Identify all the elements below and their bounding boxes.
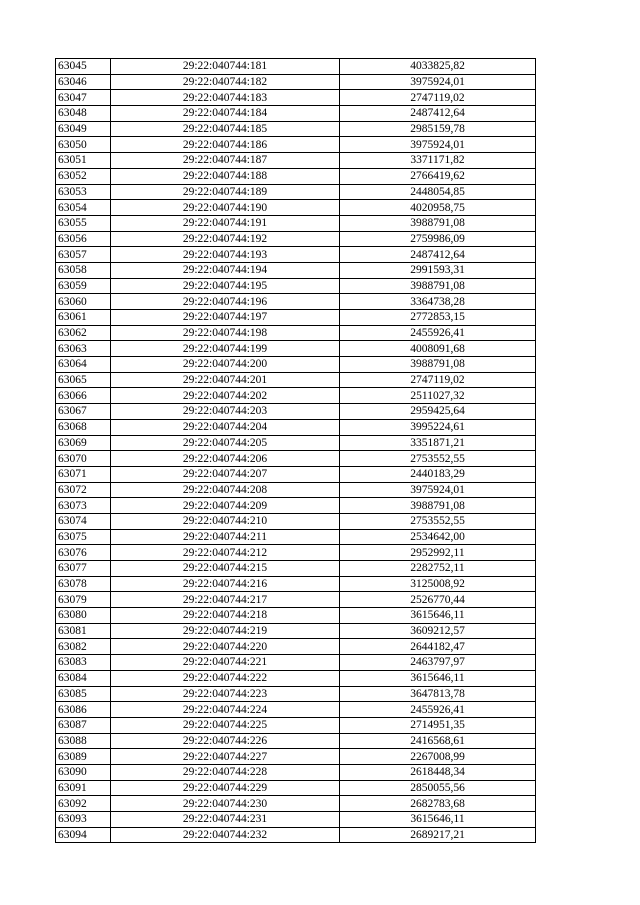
cadastral-number-cell: 29:22:040744:184 bbox=[111, 106, 340, 122]
table-row bbox=[56, 341, 536, 357]
value-cell: 2534642,00 bbox=[340, 529, 536, 545]
value-cell: 2644182,47 bbox=[340, 639, 536, 655]
row-number-cell: 63090 bbox=[56, 764, 111, 780]
row-number-cell: 63089 bbox=[56, 749, 111, 765]
cadastral-number-cell: 29:22:040744:228 bbox=[111, 764, 340, 780]
row-number-cell: 63059 bbox=[56, 278, 111, 294]
row-number-cell: 63066 bbox=[56, 388, 111, 404]
row-number-cell: 63091 bbox=[56, 780, 111, 796]
row-number-cell: 63051 bbox=[56, 153, 111, 169]
value-cell: 2753552,55 bbox=[340, 513, 536, 529]
table-row bbox=[56, 278, 536, 294]
table-row bbox=[56, 670, 536, 686]
value-cell: 3975924,01 bbox=[340, 137, 536, 153]
row-number-cell: 63054 bbox=[56, 200, 111, 216]
cadastral-number-cell: 29:22:040744:218 bbox=[111, 608, 340, 624]
cadastral-number-cell: 29:22:040744:229 bbox=[111, 780, 340, 796]
table-row bbox=[56, 231, 536, 247]
row-number-cell: 63079 bbox=[56, 592, 111, 608]
value-cell: 2714951,35 bbox=[340, 717, 536, 733]
value-cell: 3364738,28 bbox=[340, 294, 536, 310]
cadastral-number-cell: 29:22:040744:225 bbox=[111, 717, 340, 733]
table-row bbox=[56, 404, 536, 420]
cadastral-number-cell: 29:22:040744:183 bbox=[111, 90, 340, 106]
value-cell: 2747119,02 bbox=[340, 372, 536, 388]
table-row bbox=[56, 466, 536, 482]
value-cell: 3351871,21 bbox=[340, 435, 536, 451]
row-number-cell: 63048 bbox=[56, 106, 111, 122]
table-row bbox=[56, 59, 536, 75]
value-cell: 2772853,15 bbox=[340, 310, 536, 326]
table-row bbox=[56, 388, 536, 404]
row-number-cell: 63084 bbox=[56, 670, 111, 686]
cadastral-number-cell: 29:22:040744:206 bbox=[111, 451, 340, 467]
cadastral-number-cell: 29:22:040744:205 bbox=[111, 435, 340, 451]
cadastral-number-cell: 29:22:040744:215 bbox=[111, 561, 340, 577]
row-number-cell: 63094 bbox=[56, 827, 111, 843]
value-cell: 2747119,02 bbox=[340, 90, 536, 106]
cadastral-number-cell: 29:22:040744:188 bbox=[111, 168, 340, 184]
row-number-cell: 63093 bbox=[56, 812, 111, 828]
table-row bbox=[56, 90, 536, 106]
data-table bbox=[55, 58, 536, 843]
cadastral-number-cell: 29:22:040744:232 bbox=[111, 827, 340, 843]
row-number-cell: 63053 bbox=[56, 184, 111, 200]
table-row bbox=[56, 247, 536, 263]
value-cell: 3647813,78 bbox=[340, 686, 536, 702]
cadastral-number-cell: 29:22:040744:200 bbox=[111, 357, 340, 373]
cadastral-number-cell: 29:22:040744:203 bbox=[111, 404, 340, 420]
row-number-cell: 63070 bbox=[56, 451, 111, 467]
value-cell: 2416568,61 bbox=[340, 733, 536, 749]
cadastral-number-cell: 29:22:040744:182 bbox=[111, 74, 340, 90]
row-number-cell: 63058 bbox=[56, 262, 111, 278]
table-row bbox=[56, 529, 536, 545]
table-row bbox=[56, 357, 536, 373]
cadastral-number-cell: 29:22:040744:227 bbox=[111, 749, 340, 765]
row-number-cell: 63049 bbox=[56, 121, 111, 137]
table-row bbox=[56, 215, 536, 231]
cadastral-number-cell: 29:22:040744:211 bbox=[111, 529, 340, 545]
value-cell: 2618448,34 bbox=[340, 764, 536, 780]
cadastral-number-cell: 29:22:040744:186 bbox=[111, 137, 340, 153]
table-row bbox=[56, 200, 536, 216]
value-cell: 2440183,29 bbox=[340, 466, 536, 482]
table-row bbox=[56, 733, 536, 749]
table-row bbox=[56, 498, 536, 514]
table-row bbox=[56, 561, 536, 577]
table-row bbox=[56, 717, 536, 733]
value-cell: 2682783,68 bbox=[340, 796, 536, 812]
table-row bbox=[56, 372, 536, 388]
value-cell: 2511027,32 bbox=[340, 388, 536, 404]
value-cell: 2455926,41 bbox=[340, 325, 536, 341]
table-row bbox=[56, 482, 536, 498]
row-number-cell: 63081 bbox=[56, 623, 111, 639]
document-page bbox=[55, 58, 535, 843]
cadastral-number-cell: 29:22:040744:212 bbox=[111, 545, 340, 561]
row-number-cell: 63062 bbox=[56, 325, 111, 341]
table-row bbox=[56, 545, 536, 561]
table-row bbox=[56, 576, 536, 592]
cadastral-number-cell: 29:22:040744:208 bbox=[111, 482, 340, 498]
value-cell: 3975924,01 bbox=[340, 482, 536, 498]
value-cell: 2759986,09 bbox=[340, 231, 536, 247]
cadastral-number-cell: 29:22:040744:230 bbox=[111, 796, 340, 812]
value-cell: 2952992,11 bbox=[340, 545, 536, 561]
cadastral-number-cell: 29:22:040744:195 bbox=[111, 278, 340, 294]
row-number-cell: 63077 bbox=[56, 561, 111, 577]
cadastral-number-cell: 29:22:040744:219 bbox=[111, 623, 340, 639]
cadastral-number-cell: 29:22:040744:221 bbox=[111, 655, 340, 671]
cadastral-number-cell: 29:22:040744:187 bbox=[111, 153, 340, 169]
table-row bbox=[56, 592, 536, 608]
cadastral-number-cell: 29:22:040744:197 bbox=[111, 310, 340, 326]
value-cell: 3609212,57 bbox=[340, 623, 536, 639]
cadastral-number-cell: 29:22:040744:224 bbox=[111, 702, 340, 718]
table-row bbox=[56, 168, 536, 184]
value-cell: 2463797,97 bbox=[340, 655, 536, 671]
cadastral-number-cell: 29:22:040744:193 bbox=[111, 247, 340, 263]
cadastral-number-cell: 29:22:040744:217 bbox=[111, 592, 340, 608]
cadastral-number-cell: 29:22:040744:216 bbox=[111, 576, 340, 592]
cadastral-number-cell: 29:22:040744:201 bbox=[111, 372, 340, 388]
table-row bbox=[56, 686, 536, 702]
value-cell: 3988791,08 bbox=[340, 357, 536, 373]
table-row bbox=[56, 74, 536, 90]
table-row bbox=[56, 780, 536, 796]
row-number-cell: 63082 bbox=[56, 639, 111, 655]
value-cell: 2959425,64 bbox=[340, 404, 536, 420]
row-number-cell: 63085 bbox=[56, 686, 111, 702]
value-cell: 4020958,75 bbox=[340, 200, 536, 216]
table-row bbox=[56, 419, 536, 435]
value-cell: 2753552,55 bbox=[340, 451, 536, 467]
cadastral-number-cell: 29:22:040744:209 bbox=[111, 498, 340, 514]
table-row bbox=[56, 121, 536, 137]
value-cell: 2487412,64 bbox=[340, 106, 536, 122]
row-number-cell: 63065 bbox=[56, 372, 111, 388]
row-number-cell: 63047 bbox=[56, 90, 111, 106]
row-number-cell: 63086 bbox=[56, 702, 111, 718]
value-cell: 3988791,08 bbox=[340, 498, 536, 514]
cadastral-number-cell: 29:22:040744:194 bbox=[111, 262, 340, 278]
table-row bbox=[56, 655, 536, 671]
row-number-cell: 63074 bbox=[56, 513, 111, 529]
value-cell: 2448054,85 bbox=[340, 184, 536, 200]
row-number-cell: 63061 bbox=[56, 310, 111, 326]
value-cell: 3615646,11 bbox=[340, 812, 536, 828]
cadastral-number-cell: 29:22:040744:223 bbox=[111, 686, 340, 702]
value-cell: 3975924,01 bbox=[340, 74, 536, 90]
table-row bbox=[56, 639, 536, 655]
row-number-cell: 63076 bbox=[56, 545, 111, 561]
value-cell: 2766419,62 bbox=[340, 168, 536, 184]
value-cell: 3615646,11 bbox=[340, 670, 536, 686]
row-number-cell: 63046 bbox=[56, 74, 111, 90]
cadastral-number-cell: 29:22:040744:222 bbox=[111, 670, 340, 686]
value-cell: 2282752,11 bbox=[340, 561, 536, 577]
value-cell: 2487412,64 bbox=[340, 247, 536, 263]
table-row bbox=[56, 325, 536, 341]
value-cell: 3995224,61 bbox=[340, 419, 536, 435]
cadastral-number-cell: 29:22:040744:191 bbox=[111, 215, 340, 231]
table-row bbox=[56, 153, 536, 169]
table-row bbox=[56, 262, 536, 278]
value-cell: 4008091,68 bbox=[340, 341, 536, 357]
value-cell: 4033825,82 bbox=[340, 59, 536, 75]
table-row bbox=[56, 106, 536, 122]
table-row bbox=[56, 827, 536, 843]
cadastral-number-cell: 29:22:040744:199 bbox=[111, 341, 340, 357]
table-row bbox=[56, 623, 536, 639]
row-number-cell: 63072 bbox=[56, 482, 111, 498]
row-number-cell: 63078 bbox=[56, 576, 111, 592]
row-number-cell: 63075 bbox=[56, 529, 111, 545]
value-cell: 2455926,41 bbox=[340, 702, 536, 718]
cadastral-number-cell: 29:22:040744:231 bbox=[111, 812, 340, 828]
row-number-cell: 63073 bbox=[56, 498, 111, 514]
value-cell: 2689217,21 bbox=[340, 827, 536, 843]
cadastral-number-cell: 29:22:040744:189 bbox=[111, 184, 340, 200]
table-row bbox=[56, 764, 536, 780]
cadastral-number-cell: 29:22:040744:185 bbox=[111, 121, 340, 137]
row-number-cell: 63055 bbox=[56, 215, 111, 231]
table-row bbox=[56, 608, 536, 624]
row-number-cell: 63067 bbox=[56, 404, 111, 420]
table-row bbox=[56, 796, 536, 812]
row-number-cell: 63045 bbox=[56, 59, 111, 75]
value-cell: 2985159,78 bbox=[340, 121, 536, 137]
row-number-cell: 63052 bbox=[56, 168, 111, 184]
row-number-cell: 63092 bbox=[56, 796, 111, 812]
table-row bbox=[56, 513, 536, 529]
cadastral-number-cell: 29:22:040744:226 bbox=[111, 733, 340, 749]
cadastral-number-cell: 29:22:040744:192 bbox=[111, 231, 340, 247]
table-row bbox=[56, 451, 536, 467]
cadastral-number-cell: 29:22:040744:202 bbox=[111, 388, 340, 404]
cadastral-number-cell: 29:22:040744:181 bbox=[111, 59, 340, 75]
row-number-cell: 63088 bbox=[56, 733, 111, 749]
value-cell: 3615646,11 bbox=[340, 608, 536, 624]
row-number-cell: 63069 bbox=[56, 435, 111, 451]
table-row bbox=[56, 812, 536, 828]
value-cell: 2526770,44 bbox=[340, 592, 536, 608]
table-row bbox=[56, 137, 536, 153]
value-cell: 2850055,56 bbox=[340, 780, 536, 796]
row-number-cell: 63060 bbox=[56, 294, 111, 310]
cadastral-number-cell: 29:22:040744:204 bbox=[111, 419, 340, 435]
table-row bbox=[56, 749, 536, 765]
row-number-cell: 63056 bbox=[56, 231, 111, 247]
value-cell: 3988791,08 bbox=[340, 278, 536, 294]
table-row bbox=[56, 294, 536, 310]
cadastral-number-cell: 29:22:040744:196 bbox=[111, 294, 340, 310]
row-number-cell: 63080 bbox=[56, 608, 111, 624]
value-cell: 2991593,31 bbox=[340, 262, 536, 278]
row-number-cell: 63068 bbox=[56, 419, 111, 435]
row-number-cell: 63064 bbox=[56, 357, 111, 373]
row-number-cell: 63071 bbox=[56, 466, 111, 482]
value-cell: 2267008,99 bbox=[340, 749, 536, 765]
cadastral-number-cell: 29:22:040744:210 bbox=[111, 513, 340, 529]
row-number-cell: 63050 bbox=[56, 137, 111, 153]
row-number-cell: 63057 bbox=[56, 247, 111, 263]
table-row bbox=[56, 702, 536, 718]
cadastral-number-cell: 29:22:040744:207 bbox=[111, 466, 340, 482]
row-number-cell: 63063 bbox=[56, 341, 111, 357]
cadastral-number-cell: 29:22:040744:220 bbox=[111, 639, 340, 655]
row-number-cell: 63083 bbox=[56, 655, 111, 671]
cadastral-number-cell: 29:22:040744:198 bbox=[111, 325, 340, 341]
table-row bbox=[56, 310, 536, 326]
cadastral-number-cell: 29:22:040744:190 bbox=[111, 200, 340, 216]
row-number-cell: 63087 bbox=[56, 717, 111, 733]
table-row bbox=[56, 435, 536, 451]
value-cell: 3125008,92 bbox=[340, 576, 536, 592]
table-body bbox=[56, 59, 536, 843]
value-cell: 3988791,08 bbox=[340, 215, 536, 231]
table-row bbox=[56, 184, 536, 200]
value-cell: 3371171,82 bbox=[340, 153, 536, 169]
